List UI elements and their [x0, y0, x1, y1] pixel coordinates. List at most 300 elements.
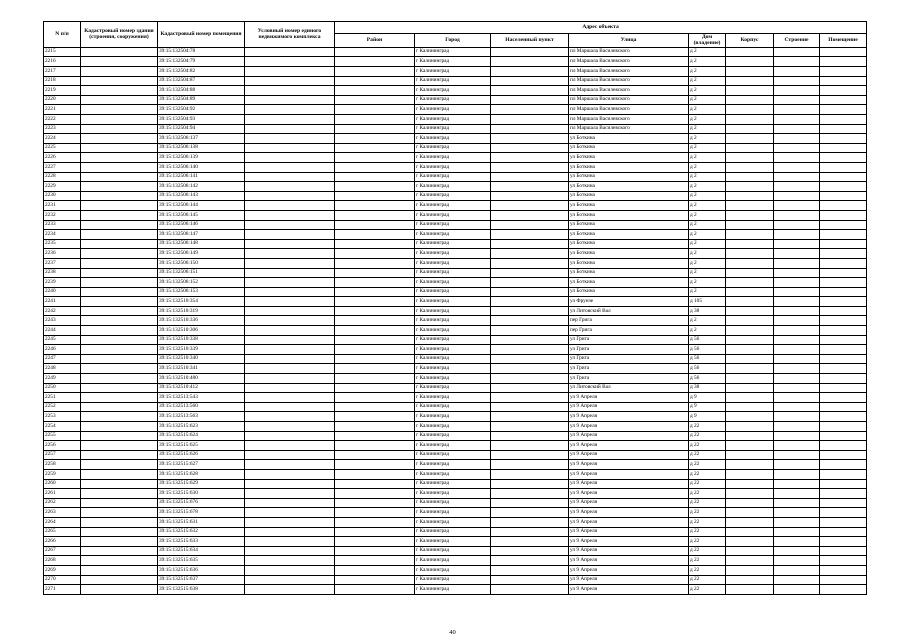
table-row	[44, 345, 867, 355]
cell-settlement	[491, 383, 569, 393]
cell-settlement	[491, 374, 569, 384]
cell-house: д 2	[689, 67, 726, 77]
cell-district	[335, 345, 415, 355]
cell-district	[335, 364, 415, 374]
cell-house: д 2	[689, 57, 726, 67]
cell-room	[820, 258, 867, 268]
cell-premise-cadastral-number: 39:15:132510:480	[158, 374, 245, 384]
cell-city: г Калининград	[415, 86, 491, 96]
cell-district	[335, 239, 415, 249]
cell-street: пл Маршала Василевского	[569, 124, 689, 134]
cell-street: ул Боткина	[569, 172, 689, 182]
cell-building-cadastral-number	[81, 115, 158, 125]
cell-street: ул 9 Апреля	[569, 527, 689, 537]
cell-street: пл Маршала Василевского	[569, 57, 689, 67]
cell-premise-cadastral-number: 39:15:132504:78	[158, 47, 245, 57]
cell-street: пл Маршала Василевского	[569, 76, 689, 86]
cell-street: ул 9 Апреля	[569, 479, 689, 489]
cell-room	[820, 172, 867, 182]
cell-building	[774, 95, 820, 105]
cell-block	[726, 230, 774, 240]
cell-building-cadastral-number	[81, 182, 158, 192]
cell-building-cadastral-number	[81, 201, 158, 211]
cell-city: г Калининград	[415, 268, 491, 278]
cell-city: г Калининград	[415, 479, 491, 489]
cell-building	[774, 162, 820, 172]
cell-city: г Калининград	[415, 393, 491, 403]
cell-building-cadastral-number	[81, 441, 158, 451]
page-number: 40	[449, 629, 456, 636]
cell-settlement	[491, 143, 569, 153]
header-address-group: Адрес объекта	[335, 22, 867, 34]
cell-settlement	[491, 345, 569, 355]
cell-room	[820, 508, 867, 518]
cell-building-cadastral-number	[81, 402, 158, 412]
cell-building-cadastral-number	[81, 498, 158, 508]
table-row	[44, 76, 867, 86]
cell-city: г Калининград	[415, 374, 491, 384]
cell-city: г Калининград	[415, 508, 491, 518]
cell-block	[726, 278, 774, 288]
cell-settlement	[491, 287, 569, 297]
cell-city: г Калининград	[415, 143, 491, 153]
table-row	[44, 508, 867, 518]
cell-conditional-number	[245, 479, 335, 489]
cell-district	[335, 383, 415, 393]
header-building: Строение	[774, 34, 820, 48]
cell-block	[726, 115, 774, 125]
cell-conditional-number	[245, 287, 335, 297]
cell-room	[820, 565, 867, 575]
cell-block	[726, 364, 774, 374]
cell-district	[335, 441, 415, 451]
cell-settlement	[491, 537, 569, 547]
cell-building	[774, 306, 820, 316]
cell-conditional-number	[245, 162, 335, 172]
cell-building-cadastral-number	[81, 172, 158, 182]
cell-district	[335, 201, 415, 211]
cell-building-cadastral-number	[81, 450, 158, 460]
cell-row-number: 2233	[44, 220, 81, 230]
table-row	[44, 47, 867, 57]
cell-conditional-number	[245, 191, 335, 201]
cell-street: ул Боткина	[569, 258, 689, 268]
cell-room	[820, 239, 867, 249]
cell-row-number: 2263	[44, 508, 81, 518]
cell-premise-cadastral-number: 39:15:132504:92	[158, 105, 245, 115]
cell-conditional-number	[245, 441, 335, 451]
cell-building-cadastral-number	[81, 383, 158, 393]
cell-district	[335, 95, 415, 105]
table-row	[44, 239, 867, 249]
table-row	[44, 565, 867, 575]
cell-row-number: 2226	[44, 153, 81, 163]
cell-street: ул Грига	[569, 345, 689, 355]
cell-street: ул Боткина	[569, 268, 689, 278]
cell-district	[335, 210, 415, 220]
cell-city: г Калининград	[415, 172, 491, 182]
cell-premise-cadastral-number: 39:15:132506:145	[158, 210, 245, 220]
cell-premise-cadastral-number: 39:15:132506:147	[158, 230, 245, 240]
table-row	[44, 115, 867, 125]
cell-building	[774, 393, 820, 403]
cell-block	[726, 431, 774, 441]
cell-district	[335, 402, 415, 412]
table-row	[44, 412, 867, 422]
cell-conditional-number	[245, 249, 335, 259]
cell-building	[774, 278, 820, 288]
header-city: Город	[415, 34, 491, 48]
cell-house: д 22	[689, 441, 726, 451]
cell-street: ул Литовский Вал	[569, 383, 689, 393]
cell-building-cadastral-number	[81, 354, 158, 364]
cell-block	[726, 354, 774, 364]
cell-block	[726, 249, 774, 259]
cell-street: ул Грига	[569, 335, 689, 345]
cell-district	[335, 546, 415, 556]
cell-building	[774, 460, 820, 470]
cell-street: ул Боткина	[569, 249, 689, 259]
cell-block	[726, 191, 774, 201]
cell-conditional-number	[245, 364, 335, 374]
cell-block	[726, 67, 774, 77]
cell-room	[820, 230, 867, 240]
cell-house: д 38	[689, 383, 726, 393]
cell-premise-cadastral-number: 39:15:132510:341	[158, 364, 245, 374]
table-row	[44, 335, 867, 345]
cell-premise-cadastral-number: 39:15:132510:338	[158, 335, 245, 345]
cell-room	[820, 249, 867, 259]
table-row	[44, 479, 867, 489]
cell-building-cadastral-number	[81, 268, 158, 278]
table-header	[44, 22, 867, 48]
cell-house: д 2	[689, 239, 726, 249]
cell-row-number: 2248	[44, 364, 81, 374]
cell-building-cadastral-number	[81, 278, 158, 288]
cell-premise-cadastral-number: 39:15:132504:89	[158, 95, 245, 105]
cell-premise-cadastral-number: 39:15:132515:636	[158, 565, 245, 575]
cell-block	[726, 210, 774, 220]
cell-building	[774, 86, 820, 96]
cell-city: г Калининград	[415, 335, 491, 345]
cell-city: г Калининград	[415, 220, 491, 230]
cell-street: ул Боткина	[569, 278, 689, 288]
cell-building	[774, 143, 820, 153]
cell-house: д 2	[689, 268, 726, 278]
cell-building-cadastral-number	[81, 297, 158, 307]
cell-row-number: 2247	[44, 354, 81, 364]
cell-street: ул Боткина	[569, 143, 689, 153]
cell-city: г Калининград	[415, 57, 491, 67]
cell-building	[774, 220, 820, 230]
cell-house: д 2	[689, 210, 726, 220]
header-street: Улица	[569, 34, 689, 48]
cell-district	[335, 220, 415, 230]
cell-building-cadastral-number	[81, 143, 158, 153]
cell-district	[335, 115, 415, 125]
cell-building	[774, 153, 820, 163]
cell-room	[820, 402, 867, 412]
cell-city: г Калининград	[415, 354, 491, 364]
cell-settlement	[491, 575, 569, 585]
cell-district	[335, 297, 415, 307]
cell-city: г Калининград	[415, 191, 491, 201]
cell-room	[820, 575, 867, 585]
cell-street: ул 9 Апреля	[569, 508, 689, 518]
cell-building	[774, 57, 820, 67]
cell-row-number: 2270	[44, 575, 81, 585]
cell-row-number: 2259	[44, 469, 81, 479]
table-row	[44, 278, 867, 288]
cell-building-cadastral-number	[81, 67, 158, 77]
cell-house: д 2	[689, 316, 726, 326]
cell-street: ул 9 Апреля	[569, 556, 689, 566]
cell-room	[820, 143, 867, 153]
table-row	[44, 460, 867, 470]
cell-row-number: 2262	[44, 498, 81, 508]
cell-conditional-number	[245, 76, 335, 86]
cell-city: г Калининград	[415, 402, 491, 412]
cell-building-cadastral-number	[81, 565, 158, 575]
cell-block	[726, 527, 774, 537]
cell-building	[774, 537, 820, 547]
cell-premise-cadastral-number: 39:15:132515:637	[158, 575, 245, 585]
cell-city: г Калининград	[415, 306, 491, 316]
cell-conditional-number	[245, 47, 335, 57]
cell-conditional-number	[245, 335, 335, 345]
cell-district	[335, 47, 415, 57]
cell-premise-cadastral-number: 39:15:132510:306	[158, 326, 245, 336]
cell-block	[726, 239, 774, 249]
cell-house: д 2	[689, 153, 726, 163]
cell-street: ул Боткина	[569, 191, 689, 201]
table-row	[44, 489, 867, 499]
header-house: Дом (владение)	[689, 34, 726, 48]
cell-district	[335, 249, 415, 259]
cell-block	[726, 220, 774, 230]
cell-row-number: 2239	[44, 278, 81, 288]
cell-premise-cadastral-number: 39:15:132504:79	[158, 57, 245, 67]
cell-premise-cadastral-number: 39:15:132515:623	[158, 422, 245, 432]
cell-row-number: 2236	[44, 249, 81, 259]
cell-house: д 2	[689, 278, 726, 288]
table-body	[44, 47, 867, 594]
cell-conditional-number	[245, 546, 335, 556]
cell-house: д 2	[689, 134, 726, 144]
cell-settlement	[491, 191, 569, 201]
cell-building-cadastral-number	[81, 575, 158, 585]
table-row	[44, 297, 867, 307]
cell-building-cadastral-number	[81, 76, 158, 86]
cell-settlement	[491, 431, 569, 441]
cell-building-cadastral-number	[81, 517, 158, 527]
cell-conditional-number	[245, 239, 335, 249]
cell-room	[820, 124, 867, 134]
cell-premise-cadastral-number: 39:15:132513:563	[158, 412, 245, 422]
cell-street: ул 9 Апреля	[569, 575, 689, 585]
cell-premise-cadastral-number: 39:15:132506:139	[158, 153, 245, 163]
cell-district	[335, 326, 415, 336]
cell-row-number: 2219	[44, 86, 81, 96]
header-district: Район	[335, 34, 415, 48]
cell-building-cadastral-number	[81, 546, 158, 556]
table-row	[44, 354, 867, 364]
cell-settlement	[491, 239, 569, 249]
cell-building-cadastral-number	[81, 393, 158, 403]
cell-district	[335, 479, 415, 489]
cell-room	[820, 95, 867, 105]
cell-building	[774, 354, 820, 364]
cell-city: г Калининград	[415, 575, 491, 585]
cell-house: д 56	[689, 374, 726, 384]
cell-block	[726, 47, 774, 57]
cell-row-number: 2216	[44, 57, 81, 67]
cell-block	[726, 402, 774, 412]
cell-premise-cadastral-number: 39:15:132506:146	[158, 220, 245, 230]
cell-building-cadastral-number	[81, 86, 158, 96]
cell-block	[726, 585, 774, 595]
cell-city: г Калининград	[415, 441, 491, 451]
cell-premise-cadastral-number: 39:15:132515:638	[158, 585, 245, 595]
cell-district	[335, 105, 415, 115]
cell-premise-cadastral-number: 39:15:132510:354	[158, 297, 245, 307]
header-building-cadastral: Кадастровый номер здания (строения, сооружения)	[81, 22, 158, 48]
cell-block	[726, 479, 774, 489]
cell-building	[774, 134, 820, 144]
cell-conditional-number	[245, 134, 335, 144]
cell-block	[726, 316, 774, 326]
cell-street: пл Маршала Василевского	[569, 115, 689, 125]
cell-city: г Калининград	[415, 546, 491, 556]
cell-house: д 22	[689, 585, 726, 595]
cell-street: пл Маршала Василевского	[569, 67, 689, 77]
cell-street: ул Грига	[569, 374, 689, 384]
cell-house: д 2	[689, 124, 726, 134]
cell-settlement	[491, 86, 569, 96]
table-row	[44, 67, 867, 77]
cell-block	[726, 393, 774, 403]
cell-district	[335, 393, 415, 403]
cell-block	[726, 105, 774, 115]
cell-district	[335, 172, 415, 182]
cell-building-cadastral-number	[81, 306, 158, 316]
cell-settlement	[491, 134, 569, 144]
cell-premise-cadastral-number: 39:15:132515:635	[158, 556, 245, 566]
cell-building	[774, 201, 820, 211]
cell-conditional-number	[245, 124, 335, 134]
cell-city: г Калининград	[415, 537, 491, 547]
cell-building	[774, 249, 820, 259]
cell-block	[726, 182, 774, 192]
cell-row-number: 2257	[44, 450, 81, 460]
cell-block	[726, 297, 774, 307]
cell-city: г Калининград	[415, 527, 491, 537]
cell-room	[820, 479, 867, 489]
header-premise-cadastral: Кадастровый номер помещения	[158, 22, 245, 48]
cell-street: ул Боткина	[569, 162, 689, 172]
cell-city: г Калининград	[415, 498, 491, 508]
cell-building-cadastral-number	[81, 489, 158, 499]
cell-district	[335, 162, 415, 172]
cell-building	[774, 230, 820, 240]
header-num: N п/п	[44, 22, 81, 48]
cell-block	[726, 508, 774, 518]
cell-conditional-number	[245, 393, 335, 403]
cell-street: ул 9 Апреля	[569, 537, 689, 547]
cell-row-number: 2237	[44, 258, 81, 268]
cell-row-number: 2229	[44, 182, 81, 192]
cell-house: д 22	[689, 575, 726, 585]
cell-room	[820, 556, 867, 566]
cell-settlement	[491, 210, 569, 220]
cell-row-number: 2223	[44, 124, 81, 134]
cell-conditional-number	[245, 537, 335, 547]
register-table	[43, 21, 867, 595]
cell-house: д 22	[689, 460, 726, 470]
table-row	[44, 422, 867, 432]
cell-house: д 22	[689, 508, 726, 518]
cell-city: г Калининград	[415, 76, 491, 86]
cell-premise-cadastral-number: 39:15:132506:148	[158, 239, 245, 249]
table-row	[44, 249, 867, 259]
cell-block	[726, 258, 774, 268]
cell-district	[335, 431, 415, 441]
cell-district	[335, 450, 415, 460]
cell-premise-cadastral-number: 39:15:132515:634	[158, 546, 245, 556]
cell-building-cadastral-number	[81, 220, 158, 230]
cell-house: д 2	[689, 191, 726, 201]
cell-row-number: 2241	[44, 297, 81, 307]
cell-city: г Калининград	[415, 249, 491, 259]
cell-settlement	[491, 565, 569, 575]
table-row	[44, 153, 867, 163]
cell-block	[726, 306, 774, 316]
cell-premise-cadastral-number: 39:15:132504:93	[158, 115, 245, 125]
table-row	[44, 374, 867, 384]
cell-building	[774, 383, 820, 393]
table-row	[44, 162, 867, 172]
header-block: Корпус	[726, 34, 774, 48]
cell-conditional-number	[245, 172, 335, 182]
cell-city: г Калининград	[415, 47, 491, 57]
table-row	[44, 191, 867, 201]
cell-row-number: 2231	[44, 201, 81, 211]
cell-building-cadastral-number	[81, 287, 158, 297]
cell-premise-cadastral-number: 39:15:132504:87	[158, 76, 245, 86]
cell-settlement	[491, 76, 569, 86]
cell-row-number: 2265	[44, 527, 81, 537]
cell-row-number: 2220	[44, 95, 81, 105]
cell-city: г Калининград	[415, 162, 491, 172]
cell-block	[726, 489, 774, 499]
cell-building-cadastral-number	[81, 239, 158, 249]
cell-row-number: 2246	[44, 345, 81, 355]
cell-room	[820, 374, 867, 384]
cell-building-cadastral-number	[81, 537, 158, 547]
cell-room	[820, 278, 867, 288]
cell-block	[726, 565, 774, 575]
cell-row-number: 2215	[44, 47, 81, 57]
cell-district	[335, 278, 415, 288]
cell-district	[335, 335, 415, 345]
cell-building	[774, 450, 820, 460]
table-row	[44, 306, 867, 316]
cell-street: ул 9 Апреля	[569, 412, 689, 422]
cell-premise-cadastral-number: 39:15:132506:149	[158, 249, 245, 259]
cell-conditional-number	[245, 306, 335, 316]
cell-building	[774, 191, 820, 201]
cell-building-cadastral-number	[81, 412, 158, 422]
